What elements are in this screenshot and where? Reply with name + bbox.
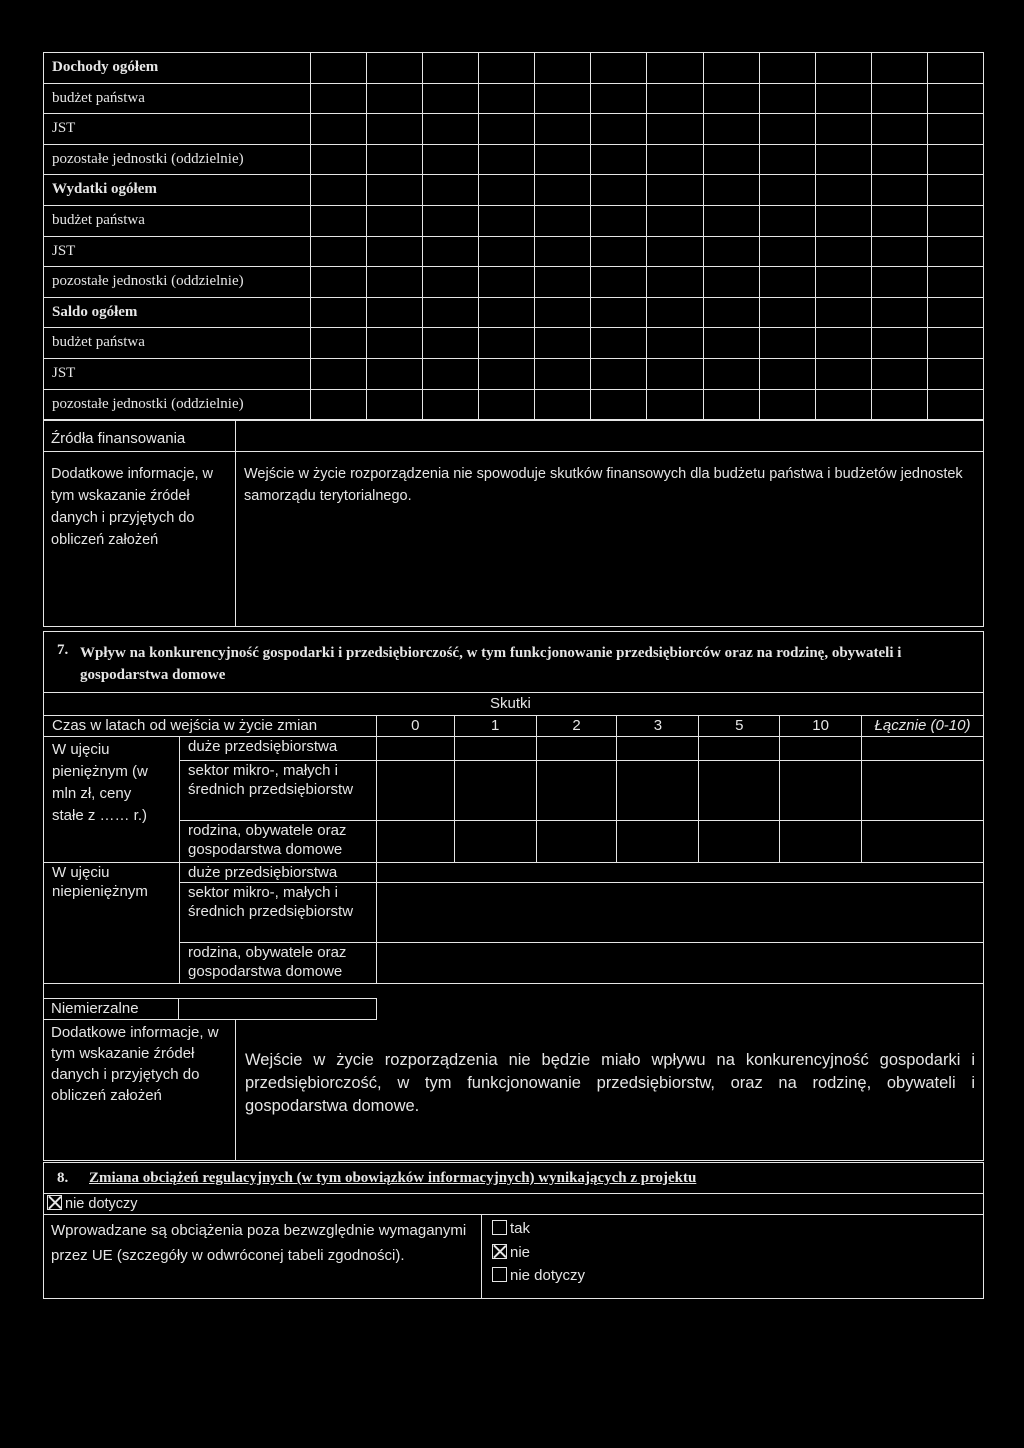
s7-additional-label: Dodatkowe informacje, w tym wskazanie źródeł danych i przyjętych do obliczeń założeń: [51, 1024, 219, 1104]
budget-value-cell: [815, 236, 871, 267]
budget-value-cell: [479, 114, 535, 145]
not-applicable-label: nie dotyczy: [65, 1196, 138, 1212]
budget-row-label: budżet państwa: [44, 83, 311, 114]
budget-value-cell: [815, 144, 871, 175]
budget-value-cell: [311, 236, 367, 267]
budget-value-cell: [647, 236, 703, 267]
budget-value-cell: [759, 297, 815, 328]
budget-value-cell: [871, 236, 927, 267]
option-nie[interactable]: [492, 1244, 530, 1261]
unmeasurable-value-cell: [178, 998, 377, 1020]
budget-value-cell: [647, 297, 703, 328]
option-tak-label: tak: [510, 1220, 531, 1237]
budget-value-cell: [927, 175, 983, 206]
budget-value-cell: [311, 114, 367, 145]
budget-value-cell: [927, 53, 983, 84]
budget-value-cell: [535, 297, 591, 328]
group-sme: sektor mikro-, małych i średnich przedsiębiorstw: [179, 761, 376, 821]
budget-value-cell: [423, 205, 479, 236]
budget-value-cell: [367, 389, 423, 420]
s7-additional-text: Wejście w życie rozporządzenia nie będzie miało wpływu na konkurencyjność gospodarki i przedsiębiorczość, w tym funkcjonowanie przedsiębiorstw, oraz na rodzinę, obywateli i gospodarstwa domowe.: [245, 1051, 975, 1115]
budget-row: [44, 83, 984, 114]
group-large: duże przedsiębiorstwa: [179, 737, 376, 761]
budget-row: [44, 328, 984, 359]
budget-value-cell: [367, 267, 423, 298]
budget-value-cell: [535, 205, 591, 236]
group-sme-nm: sektor mikro-, małych i średnich przedsiębiorstw: [179, 883, 376, 943]
unmeasurable-label: Niemierzalne: [51, 1000, 139, 1017]
group-large-nm: duże przedsiębiorstwa: [179, 863, 376, 883]
budget-value-cell: [591, 205, 647, 236]
budget-value-cell: [479, 83, 535, 114]
budget-value-cell: [423, 144, 479, 175]
budget-row: [44, 175, 984, 206]
budget-value-cell: [535, 358, 591, 389]
group-households-nm: rodzina, obywatele oraz gospodarstwa domowe: [179, 943, 376, 984]
budget-row-label: Wydatki ogółem: [44, 175, 311, 206]
budget-value-cell: [927, 83, 983, 114]
budget-value-cell: [927, 297, 983, 328]
effects-table: [43, 715, 984, 984]
budget-value-cell: [479, 358, 535, 389]
budget-value-cell: [703, 267, 759, 298]
budget-value-cell: [311, 328, 367, 359]
budget-value-cell: [311, 358, 367, 389]
budget-value-cell: [591, 297, 647, 328]
budget-value-cell: [535, 114, 591, 145]
budget-value-cell: [311, 144, 367, 175]
year-5: 5: [699, 716, 780, 737]
budget-row: [44, 358, 984, 389]
budget-row-label: pozostałe jednostki (oddzielnie): [44, 267, 311, 298]
budget-additional-text: Wejście w życie rozporządzenia nie spowoduje skutków finansowych dla budżetu państwa i budżetów jednostek samorządu terytorialnego.: [244, 466, 963, 504]
budget-value-cell: [815, 389, 871, 420]
budget-row: [44, 297, 984, 328]
budget-value-cell: [423, 328, 479, 359]
budget-value-cell: [423, 53, 479, 84]
section8-title: Zmiana obciążeń regulacyjnych (w tym obowiązków informacyjnych) wynikających z projektu: [89, 1170, 697, 1186]
budget-value-cell: [535, 389, 591, 420]
budget-value-cell: [647, 267, 703, 298]
budget-value-cell: [927, 389, 983, 420]
budget-value-cell: [423, 267, 479, 298]
budget-value-cell: [367, 83, 423, 114]
budget-value-cell: [871, 53, 927, 84]
budget-value-cell: [703, 297, 759, 328]
budget-value-cell: [759, 53, 815, 84]
budget-value-cell: [703, 236, 759, 267]
budget-value-cell: [871, 297, 927, 328]
budget-value-cell: [591, 267, 647, 298]
budget-value-cell: [647, 53, 703, 84]
budget-value-cell: [423, 297, 479, 328]
budget-value-cell: [871, 358, 927, 389]
budget-value-cell: [703, 175, 759, 206]
budget-value-cell: [871, 389, 927, 420]
budget-table: [43, 52, 984, 420]
budget-value-cell: [423, 389, 479, 420]
budget-value-cell: [647, 358, 703, 389]
budget-row: [44, 114, 984, 145]
budget-value-cell: [423, 175, 479, 206]
budget-value-cell: [311, 297, 367, 328]
budget-value-cell: [759, 328, 815, 359]
year-total: Łącznie (0-10): [862, 716, 984, 737]
budget-value-cell: [759, 114, 815, 145]
budget-value-cell: [927, 267, 983, 298]
budget-value-cell: [927, 236, 983, 267]
checkbox-checked-icon[interactable]: [47, 1195, 62, 1210]
option-nie-dotyczy-label: nie dotyczy: [510, 1267, 586, 1284]
budget-additional-label: Dodatkowe informacje, w tym wskazanie źródeł danych i przyjętych do obliczeń założeń: [51, 466, 213, 548]
budget-value-cell: [871, 144, 927, 175]
budget-value-cell: [647, 144, 703, 175]
budget-value-cell: [591, 114, 647, 145]
budget-value-cell: [871, 205, 927, 236]
budget-row-label: Saldo ogółem: [44, 297, 311, 328]
budget-row-label: pozostałe jednostki (oddzielnie): [44, 144, 311, 175]
budget-value-cell: [759, 205, 815, 236]
budget-row: [44, 53, 984, 84]
budget-value-cell: [759, 144, 815, 175]
budget-value-cell: [927, 328, 983, 359]
budget-value-cell: [535, 53, 591, 84]
budget-row-label: budżet państwa: [44, 205, 311, 236]
year-3: 3: [617, 716, 699, 737]
budget-value-cell: [479, 267, 535, 298]
budget-value-cell: [647, 389, 703, 420]
budget-value-cell: [591, 83, 647, 114]
budget-value-cell: [591, 53, 647, 84]
budget-value-cell: [759, 175, 815, 206]
year-10: 10: [780, 716, 862, 737]
section7-number: 7.: [57, 642, 69, 658]
budget-row: [44, 205, 984, 236]
budget-row: [44, 267, 984, 298]
budget-value-cell: [703, 53, 759, 84]
sources-label: Źródła finansowania: [51, 430, 186, 447]
budget-value-cell: [759, 83, 815, 114]
budget-value-cell: [815, 175, 871, 206]
option-tak[interactable]: [492, 1220, 530, 1237]
budget-value-cell: [871, 328, 927, 359]
budget-value-cell: [367, 53, 423, 84]
budget-value-cell: [311, 267, 367, 298]
budget-value-cell: [927, 144, 983, 175]
budget-value-cell: [367, 144, 423, 175]
budget-row-label: pozostałe jednostki (oddzielnie): [44, 389, 311, 420]
budget-value-cell: [535, 328, 591, 359]
budget-value-cell: [647, 83, 703, 114]
checkbox-empty-icon[interactable]: [492, 1220, 507, 1235]
budget-value-cell: [703, 83, 759, 114]
monetary-label: W ujęciu pieniężnym (w mln zł, ceny stałe z …… r.): [52, 741, 148, 824]
budget-value-cell: [367, 328, 423, 359]
budget-value-cell: [759, 389, 815, 420]
budget-value-cell: [815, 328, 871, 359]
budget-value-cell: [647, 328, 703, 359]
budget-value-cell: [479, 175, 535, 206]
budget-value-cell: [535, 236, 591, 267]
budget-value-cell: [367, 236, 423, 267]
budget-value-cell: [871, 175, 927, 206]
section8-number: 8.: [57, 1170, 69, 1186]
budget-value-cell: [927, 114, 983, 145]
budget-value-cell: [591, 358, 647, 389]
time-label: Czas w latach od wejścia w życie zmian: [52, 717, 318, 734]
budget-value-cell: [479, 297, 535, 328]
budget-value-cell: [759, 358, 815, 389]
not-applicable-option[interactable]: [47, 1195, 138, 1212]
budget-value-cell: [647, 205, 703, 236]
budget-row-label: budżet państwa: [44, 328, 311, 359]
budget-value-cell: [591, 175, 647, 206]
budget-value-cell: [423, 83, 479, 114]
section7-title: Wpływ na konkurencyjność gospodarki i przedsiębiorczość, w tym funkcjonowanie przedsiębiorców oraz na rodzinę, obywateli i gospodarstwa domowe: [80, 645, 902, 683]
budget-row-label: JST: [44, 358, 311, 389]
budget-value-cell: [591, 328, 647, 359]
budget-row: [44, 236, 984, 267]
budget-value-cell: [479, 236, 535, 267]
budget-value-cell: [423, 236, 479, 267]
option-nie-label: nie: [510, 1244, 531, 1261]
budget-row: [44, 144, 984, 175]
budget-value-cell: [647, 114, 703, 145]
year-0: 0: [376, 716, 454, 737]
checkbox-checked-icon[interactable]: [492, 1244, 507, 1259]
budget-value-cell: [815, 114, 871, 145]
budget-value-cell: [759, 236, 815, 267]
budget-value-cell: [591, 389, 647, 420]
budget-value-cell: [423, 358, 479, 389]
budget-value-cell: [703, 114, 759, 145]
budget-value-cell: [367, 175, 423, 206]
budget-value-cell: [535, 175, 591, 206]
group-households: rodzina, obywatele oraz gospodarstwa domowe: [179, 821, 376, 863]
budget-value-cell: [815, 267, 871, 298]
budget-value-cell: [815, 83, 871, 114]
budget-value-cell: [479, 389, 535, 420]
budget-value-cell: [703, 389, 759, 420]
budget-value-cell: [535, 83, 591, 114]
budget-value-cell: [703, 328, 759, 359]
budget-value-cell: [367, 297, 423, 328]
budget-value-cell: [815, 205, 871, 236]
budget-row-label: JST: [44, 114, 311, 145]
budget-value-cell: [367, 358, 423, 389]
budget-value-cell: [479, 328, 535, 359]
budget-value-cell: [647, 175, 703, 206]
budget-value-cell: [871, 267, 927, 298]
budget-value-cell: [367, 114, 423, 145]
budget-row-label: JST: [44, 236, 311, 267]
budget-value-cell: [479, 205, 535, 236]
budget-row-label: Dochody ogółem: [44, 53, 311, 84]
checkbox-empty-icon[interactable]: [492, 1267, 507, 1282]
year-1: 1: [454, 716, 536, 737]
budget-value-cell: [927, 358, 983, 389]
budget-value-cell: [591, 144, 647, 175]
effects-label: Skutki: [490, 695, 531, 712]
budget-value-cell: [311, 53, 367, 84]
budget-row: [44, 389, 984, 420]
budget-value-cell: [703, 358, 759, 389]
budget-value-cell: [479, 144, 535, 175]
budget-value-cell: [311, 175, 367, 206]
budget-value-cell: [311, 389, 367, 420]
budget-value-cell: [535, 267, 591, 298]
budget-value-cell: [591, 236, 647, 267]
option-nie-dotyczy[interactable]: [492, 1267, 585, 1284]
nonmonetary-label: W ujęciu niepieniężnym: [52, 864, 148, 900]
budget-value-cell: [703, 144, 759, 175]
budget-value-cell: [367, 205, 423, 236]
not-applicable-row: [43, 1193, 984, 1215]
burden-question: Wprowadzane są obciążenia poza bezwzględnie wymaganymi przez UE (szczegóły w odwróconej tabeli zgodności).: [51, 1222, 467, 1264]
budget-value-cell: [535, 144, 591, 175]
budget-value-cell: [815, 297, 871, 328]
year-2: 2: [536, 716, 617, 737]
budget-value-cell: [311, 205, 367, 236]
budget-value-cell: [871, 114, 927, 145]
budget-value-cell: [423, 114, 479, 145]
budget-value-cell: [703, 205, 759, 236]
budget-value-cell: [815, 358, 871, 389]
budget-value-cell: [871, 83, 927, 114]
budget-value-cell: [311, 83, 367, 114]
budget-value-cell: [759, 267, 815, 298]
budget-value-cell: [815, 53, 871, 84]
budget-value-cell: [479, 53, 535, 84]
budget-value-cell: [927, 205, 983, 236]
